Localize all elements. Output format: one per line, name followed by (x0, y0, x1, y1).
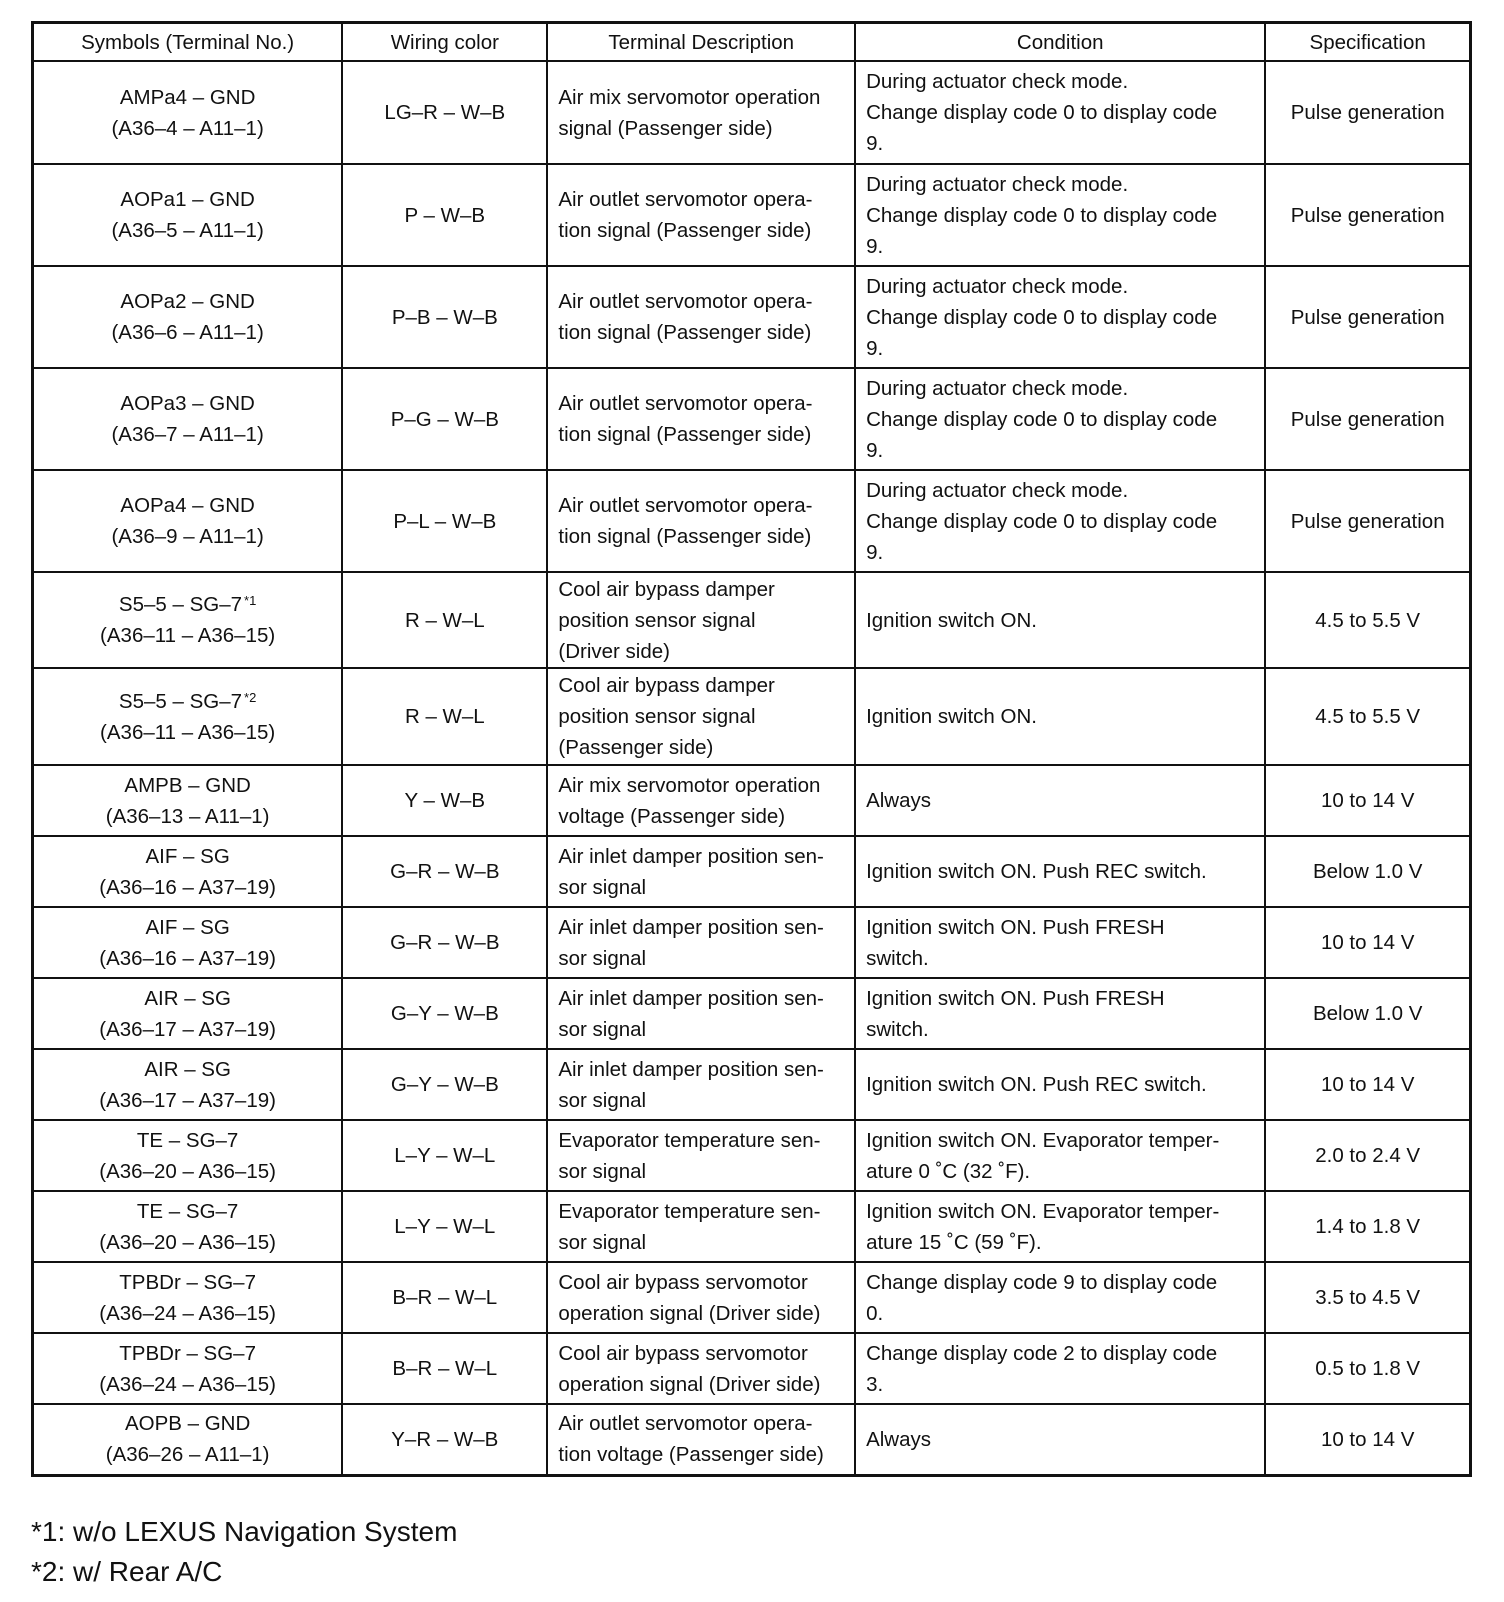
symbol-cell (33, 1049, 343, 1120)
terminal-number: (A36–26 – A11–1) (105, 1443, 270, 1467)
wiring-color-cell: P–G – W–B (342, 368, 547, 470)
table-row (33, 1120, 1471, 1191)
table-row (33, 668, 1471, 765)
table-row (33, 1333, 1471, 1404)
condition-line: During actuator check mode. (866, 70, 1129, 93)
symbol-text: AMPa4 – GND (119, 85, 256, 109)
condition-cell (855, 907, 1265, 978)
specification-cell: 10 to 14 V (1265, 765, 1470, 836)
condition-line: Ignition switch ON. (866, 608, 1037, 632)
table-body (33, 61, 1471, 1475)
condition-cell (855, 266, 1265, 368)
wiring-color-cell: R – W–L (342, 572, 547, 668)
wiring-color-cell: B–R – W–L (342, 1333, 547, 1404)
description-line: Air outlet servomotor opera- (558, 494, 813, 517)
specification-cell: 10 to 14 V (1265, 907, 1470, 978)
condition-line: Always (866, 1427, 932, 1451)
description-line: Air outlet servomotor opera- (558, 290, 813, 313)
wiring-color-cell: G–R – W–B (342, 836, 547, 907)
symbol-text: AOPa3 – GND (120, 392, 255, 415)
symbol-cell (33, 1404, 343, 1475)
description-line: Cool air bypass servomotor (558, 1270, 808, 1294)
description-cell (547, 978, 855, 1049)
terminal-number: (A36–16 – A37–19) (99, 946, 276, 970)
symbol-text: TPBDr – SG–7 (119, 1270, 256, 1294)
symbol-text: AIF – SG (145, 915, 230, 939)
description-line: (Driver side) (558, 639, 670, 663)
header-condition: Condition (855, 23, 1265, 62)
symbol-cell (33, 668, 343, 765)
condition-cell (855, 765, 1265, 836)
symbol-line (44, 686, 331, 717)
description-line: position sensor signal (558, 705, 756, 728)
description-line: Air inlet damper position sen- (558, 986, 824, 1010)
symbol-text: TE – SG–7 (136, 1199, 239, 1223)
symbol-cell (33, 164, 343, 266)
condition-cell (855, 61, 1265, 164)
description-line: Evaporator temperature sen- (558, 1128, 821, 1152)
symbol-text: AOPa2 – GND (120, 290, 255, 313)
terminal-number: (A36–4 – A11–1) (111, 116, 264, 140)
table-row (33, 1404, 1471, 1475)
symbol-cell (33, 61, 343, 164)
condition-line: Change display code 0 to display code (866, 203, 1218, 227)
terminal-number: (A36–24 – A36–15) (99, 1301, 276, 1325)
symbol-text: S5–5 – SG–7 (118, 689, 243, 713)
condition-cell (855, 1262, 1265, 1333)
condition-line: Ignition switch ON. Push FRESH (866, 986, 1165, 1010)
symbol-text: TE – SG–7 (136, 1128, 239, 1152)
condition-line: During actuator check mode. (866, 376, 1129, 400)
condition-cell (855, 1404, 1265, 1475)
condition-line: Ignition switch ON. Evaporator temper- (866, 1128, 1220, 1152)
description-cell (547, 61, 855, 164)
symbol-line (44, 184, 331, 215)
description-line: Cool air bypass servomotor (558, 1341, 808, 1365)
description-cell (547, 1333, 855, 1404)
table-row (33, 978, 1471, 1049)
wiring-color-cell: P – W–B (342, 164, 547, 266)
specification-cell: 0.5 to 1.8 V (1265, 1333, 1470, 1404)
symbol-text: AIR – SG (144, 986, 231, 1010)
description-cell (547, 572, 855, 668)
wiring-color-cell: LG–R – W–B (342, 61, 547, 164)
condition-line: During actuator check mode. (866, 172, 1129, 196)
specification-cell: 4.5 to 5.5 V (1265, 668, 1470, 765)
description-line: Cool air bypass damper (558, 577, 775, 601)
symbol-line (44, 983, 331, 1014)
terminal-number: (A36–9 – A11–1) (111, 525, 264, 548)
specification-cell: Pulse generation (1265, 470, 1470, 572)
condition-line: Ignition switch ON. Push REC switch. (866, 1073, 1207, 1096)
specification-cell: 2.0 to 2.4 V (1265, 1120, 1470, 1191)
description-line: (Passenger side) (558, 736, 714, 759)
header-specification: Specification (1265, 23, 1470, 62)
condition-cell (855, 368, 1265, 470)
symbol-cell (33, 978, 343, 1049)
specification-cell: Pulse generation (1265, 61, 1470, 164)
description-line: position sensor signal (558, 608, 756, 632)
terminal-number: (A36–11 – A36–15) (100, 624, 276, 647)
symbol-text: TPBDr – SG–7 (119, 1341, 256, 1365)
condition-line: switch. (866, 1017, 929, 1041)
header-symbols: Symbols (Terminal No.) (33, 23, 343, 62)
header-terminal-description: Terminal Description (547, 23, 855, 62)
symbol-text: AOPB – GND (124, 1412, 251, 1436)
description-line: sor signal (558, 946, 647, 970)
specification-cell: 10 to 14 V (1265, 1404, 1470, 1475)
condition-line: Change display code 0 to display code (866, 509, 1218, 533)
symbol-text: AMPB – GND (124, 773, 251, 797)
condition-cell (855, 668, 1265, 765)
symbol-text: S5–5 – SG–7 (118, 593, 243, 616)
description-line: operation signal (Driver side) (558, 1372, 821, 1396)
condition-line: Ignition switch ON. Evaporator temper- (866, 1199, 1220, 1223)
description-line: tion signal (Passenger side) (558, 321, 812, 344)
condition-line: Change display code 0 to display code (866, 101, 1218, 124)
specification-cell: Pulse generation (1265, 368, 1470, 470)
condition-line: Change display code 0 to display code (866, 407, 1218, 431)
table-row (33, 1049, 1471, 1120)
symbol-line (44, 1054, 331, 1085)
description-line: Evaporator temperature sen- (558, 1199, 821, 1223)
description-line: Cool air bypass damper (558, 674, 775, 697)
symbol-cell (33, 572, 343, 668)
description-line: sor signal (558, 1159, 647, 1183)
description-line: sor signal (558, 875, 647, 899)
terminal-number: (A36–11 – A36–15) (100, 720, 276, 744)
symbol-line (44, 1408, 331, 1439)
symbol-cell (33, 1333, 343, 1404)
specification-cell: Pulse generation (1265, 164, 1470, 266)
description-line: Air outlet servomotor opera- (558, 1412, 813, 1436)
terminal-number: (A36–6 – A11–1) (111, 321, 264, 344)
wiring-color-cell: G–R – W–B (342, 907, 547, 978)
table-row (33, 164, 1471, 266)
description-line: voltage (Passenger side) (558, 804, 786, 828)
condition-line: 9. (866, 132, 884, 155)
symbol-cell (33, 836, 343, 907)
terminal-number: (A36–17 – A37–19) (99, 1017, 276, 1041)
wiring-color-cell: L–Y – W–L (342, 1120, 547, 1191)
wiring-color-cell: L–Y – W–L (342, 1191, 547, 1262)
specification-cell: Pulse generation (1265, 266, 1470, 368)
footnote-2: *2: w/ Rear A/C (31, 1556, 223, 1587)
symbol-line (44, 490, 331, 521)
condition-line: ature 0 ˚C (32 ˚F). (866, 1159, 1031, 1183)
symbol-text: AIR – SG (144, 1057, 231, 1081)
description-line: Air mix servomotor operation (558, 85, 821, 109)
condition-cell (855, 164, 1265, 266)
description-cell (547, 1262, 855, 1333)
wiring-color-cell: P–B – W–B (342, 266, 547, 368)
condition-line: 9. (866, 336, 884, 360)
table-row (33, 836, 1471, 907)
symbol-line (44, 770, 331, 801)
description-cell (547, 1404, 855, 1475)
symbol-text: AOPa1 – GND (120, 188, 255, 211)
condition-line: Change display code 0 to display code (866, 305, 1218, 329)
symbol-text: AOPa4 – GND (120, 494, 255, 517)
description-cell (547, 668, 855, 765)
condition-line: 9. (866, 438, 884, 462)
description-cell (547, 1191, 855, 1262)
description-line: Air inlet damper position sen- (558, 844, 824, 868)
wiring-color-cell: Y–R – W–B (342, 1404, 547, 1475)
header-row (33, 23, 1471, 62)
symbol-line (44, 1125, 331, 1156)
wiring-color-cell: Y – W–B (342, 765, 547, 836)
condition-line: Change display code 9 to display code (866, 1270, 1218, 1294)
condition-cell (855, 1049, 1265, 1120)
symbol-line (44, 1267, 331, 1298)
description-line: Air inlet damper position sen- (558, 1057, 824, 1081)
symbol-line (44, 589, 331, 620)
condition-line: Always (866, 789, 932, 812)
symbol-cell (33, 368, 343, 470)
description-cell (547, 266, 855, 368)
symbol-text: AIF – SG (145, 844, 230, 868)
condition-line: During actuator check mode. (866, 274, 1129, 298)
specification-cell: Below 1.0 V (1265, 836, 1470, 907)
symbol-cell (33, 1262, 343, 1333)
condition-line: Ignition switch ON. Push FRESH (866, 915, 1165, 939)
description-cell (547, 836, 855, 907)
symbol-line (44, 841, 331, 872)
description-line: tion signal (Passenger side) (558, 525, 812, 548)
symbol-cell (33, 907, 343, 978)
table-row (33, 470, 1471, 572)
specification-cell: 3.5 to 4.5 V (1265, 1262, 1470, 1333)
condition-cell (855, 1191, 1265, 1262)
condition-cell (855, 1333, 1265, 1404)
description-line: Air inlet damper position sen- (558, 915, 824, 939)
table-row (33, 266, 1471, 368)
footnote-1: *1: w/o LEXUS Navigation System (31, 1516, 458, 1547)
specification-cell: 10 to 14 V (1265, 1049, 1470, 1120)
terminal-number: (A36–7 – A11–1) (111, 423, 264, 446)
symbol-line (44, 388, 331, 419)
condition-cell (855, 1120, 1265, 1191)
description-line: operation signal (Driver side) (558, 1301, 821, 1325)
specification-cell: Below 1.0 V (1265, 978, 1470, 1049)
table-row (33, 1262, 1471, 1333)
symbol-line (44, 286, 331, 317)
wiring-color-cell: G–Y – W–B (342, 978, 547, 1049)
table-row (33, 907, 1471, 978)
terminal-table (31, 21, 1472, 1477)
description-cell (547, 907, 855, 978)
condition-line: During actuator check mode. (866, 478, 1129, 502)
description-line: sor signal (558, 1017, 647, 1041)
symbol-cell (33, 1120, 343, 1191)
symbol-line (44, 82, 331, 113)
terminal-number: (A36–20 – A36–15) (99, 1230, 276, 1254)
terminal-number: (A36–5 – A11–1) (111, 219, 264, 242)
description-cell (547, 164, 855, 266)
terminal-number: (A36–13 – A11–1) (105, 804, 270, 828)
wiring-color-cell: B–R – W–L (342, 1262, 547, 1333)
footnote-marker: *2 (244, 689, 257, 705)
description-line: tion signal (Passenger side) (558, 219, 812, 242)
condition-cell (855, 572, 1265, 668)
description-line: Air outlet servomotor opera- (558, 392, 813, 415)
description-cell (547, 470, 855, 572)
symbol-cell (33, 1191, 343, 1262)
condition-cell (855, 470, 1265, 572)
terminal-number: (A36–20 – A36–15) (99, 1159, 276, 1183)
condition-line: switch. (866, 946, 929, 970)
condition-line: Ignition switch ON. (866, 705, 1037, 728)
description-line: tion signal (Passenger side) (558, 423, 812, 446)
terminal-number: (A36–17 – A37–19) (99, 1088, 276, 1112)
description-cell (547, 1120, 855, 1191)
description-line: Air mix servomotor operation (558, 773, 821, 797)
condition-line: ature 15 ˚C (59 ˚F). (866, 1230, 1042, 1254)
description-line: tion voltage (Passenger side) (558, 1443, 824, 1467)
description-line: signal (Passenger side) (558, 116, 773, 140)
wiring-color-cell: R – W–L (342, 668, 547, 765)
wiring-color-cell: P–L – W–B (342, 470, 547, 572)
condition-cell (855, 978, 1265, 1049)
description-line: sor signal (558, 1230, 647, 1254)
condition-line: 9. (866, 540, 884, 564)
description-cell (547, 1049, 855, 1120)
table-row (33, 368, 1471, 470)
description-line: sor signal (558, 1088, 647, 1112)
symbol-cell (33, 765, 343, 836)
table-row (33, 61, 1471, 164)
symbol-cell (33, 266, 343, 368)
condition-cell (855, 836, 1265, 907)
description-cell (547, 765, 855, 836)
symbol-line (44, 912, 331, 943)
header-wiring-color: Wiring color (342, 23, 547, 62)
condition-line: Change display code 2 to display code (866, 1341, 1218, 1365)
terminal-number: (A36–16 – A37–19) (99, 875, 276, 899)
specification-cell: 4.5 to 5.5 V (1265, 572, 1470, 668)
condition-line: 3. (866, 1372, 884, 1396)
description-cell (547, 368, 855, 470)
condition-line: Ignition switch ON. Push REC switch. (866, 860, 1207, 883)
specification-cell: 1.4 to 1.8 V (1265, 1191, 1470, 1262)
description-line: Air outlet servomotor opera- (558, 188, 813, 211)
table-row (33, 765, 1471, 836)
condition-line: 9. (866, 234, 884, 258)
symbol-line (44, 1196, 331, 1227)
table-row (33, 1191, 1471, 1262)
terminal-number: (A36–24 – A36–15) (99, 1372, 276, 1396)
symbol-cell (33, 470, 343, 572)
table-row (33, 572, 1471, 668)
symbol-line (44, 1338, 331, 1369)
footnote-marker: *1 (244, 593, 257, 608)
condition-line: 0. (866, 1301, 884, 1325)
wiring-color-cell: G–Y – W–B (342, 1049, 547, 1120)
footnotes (31, 1512, 457, 1592)
